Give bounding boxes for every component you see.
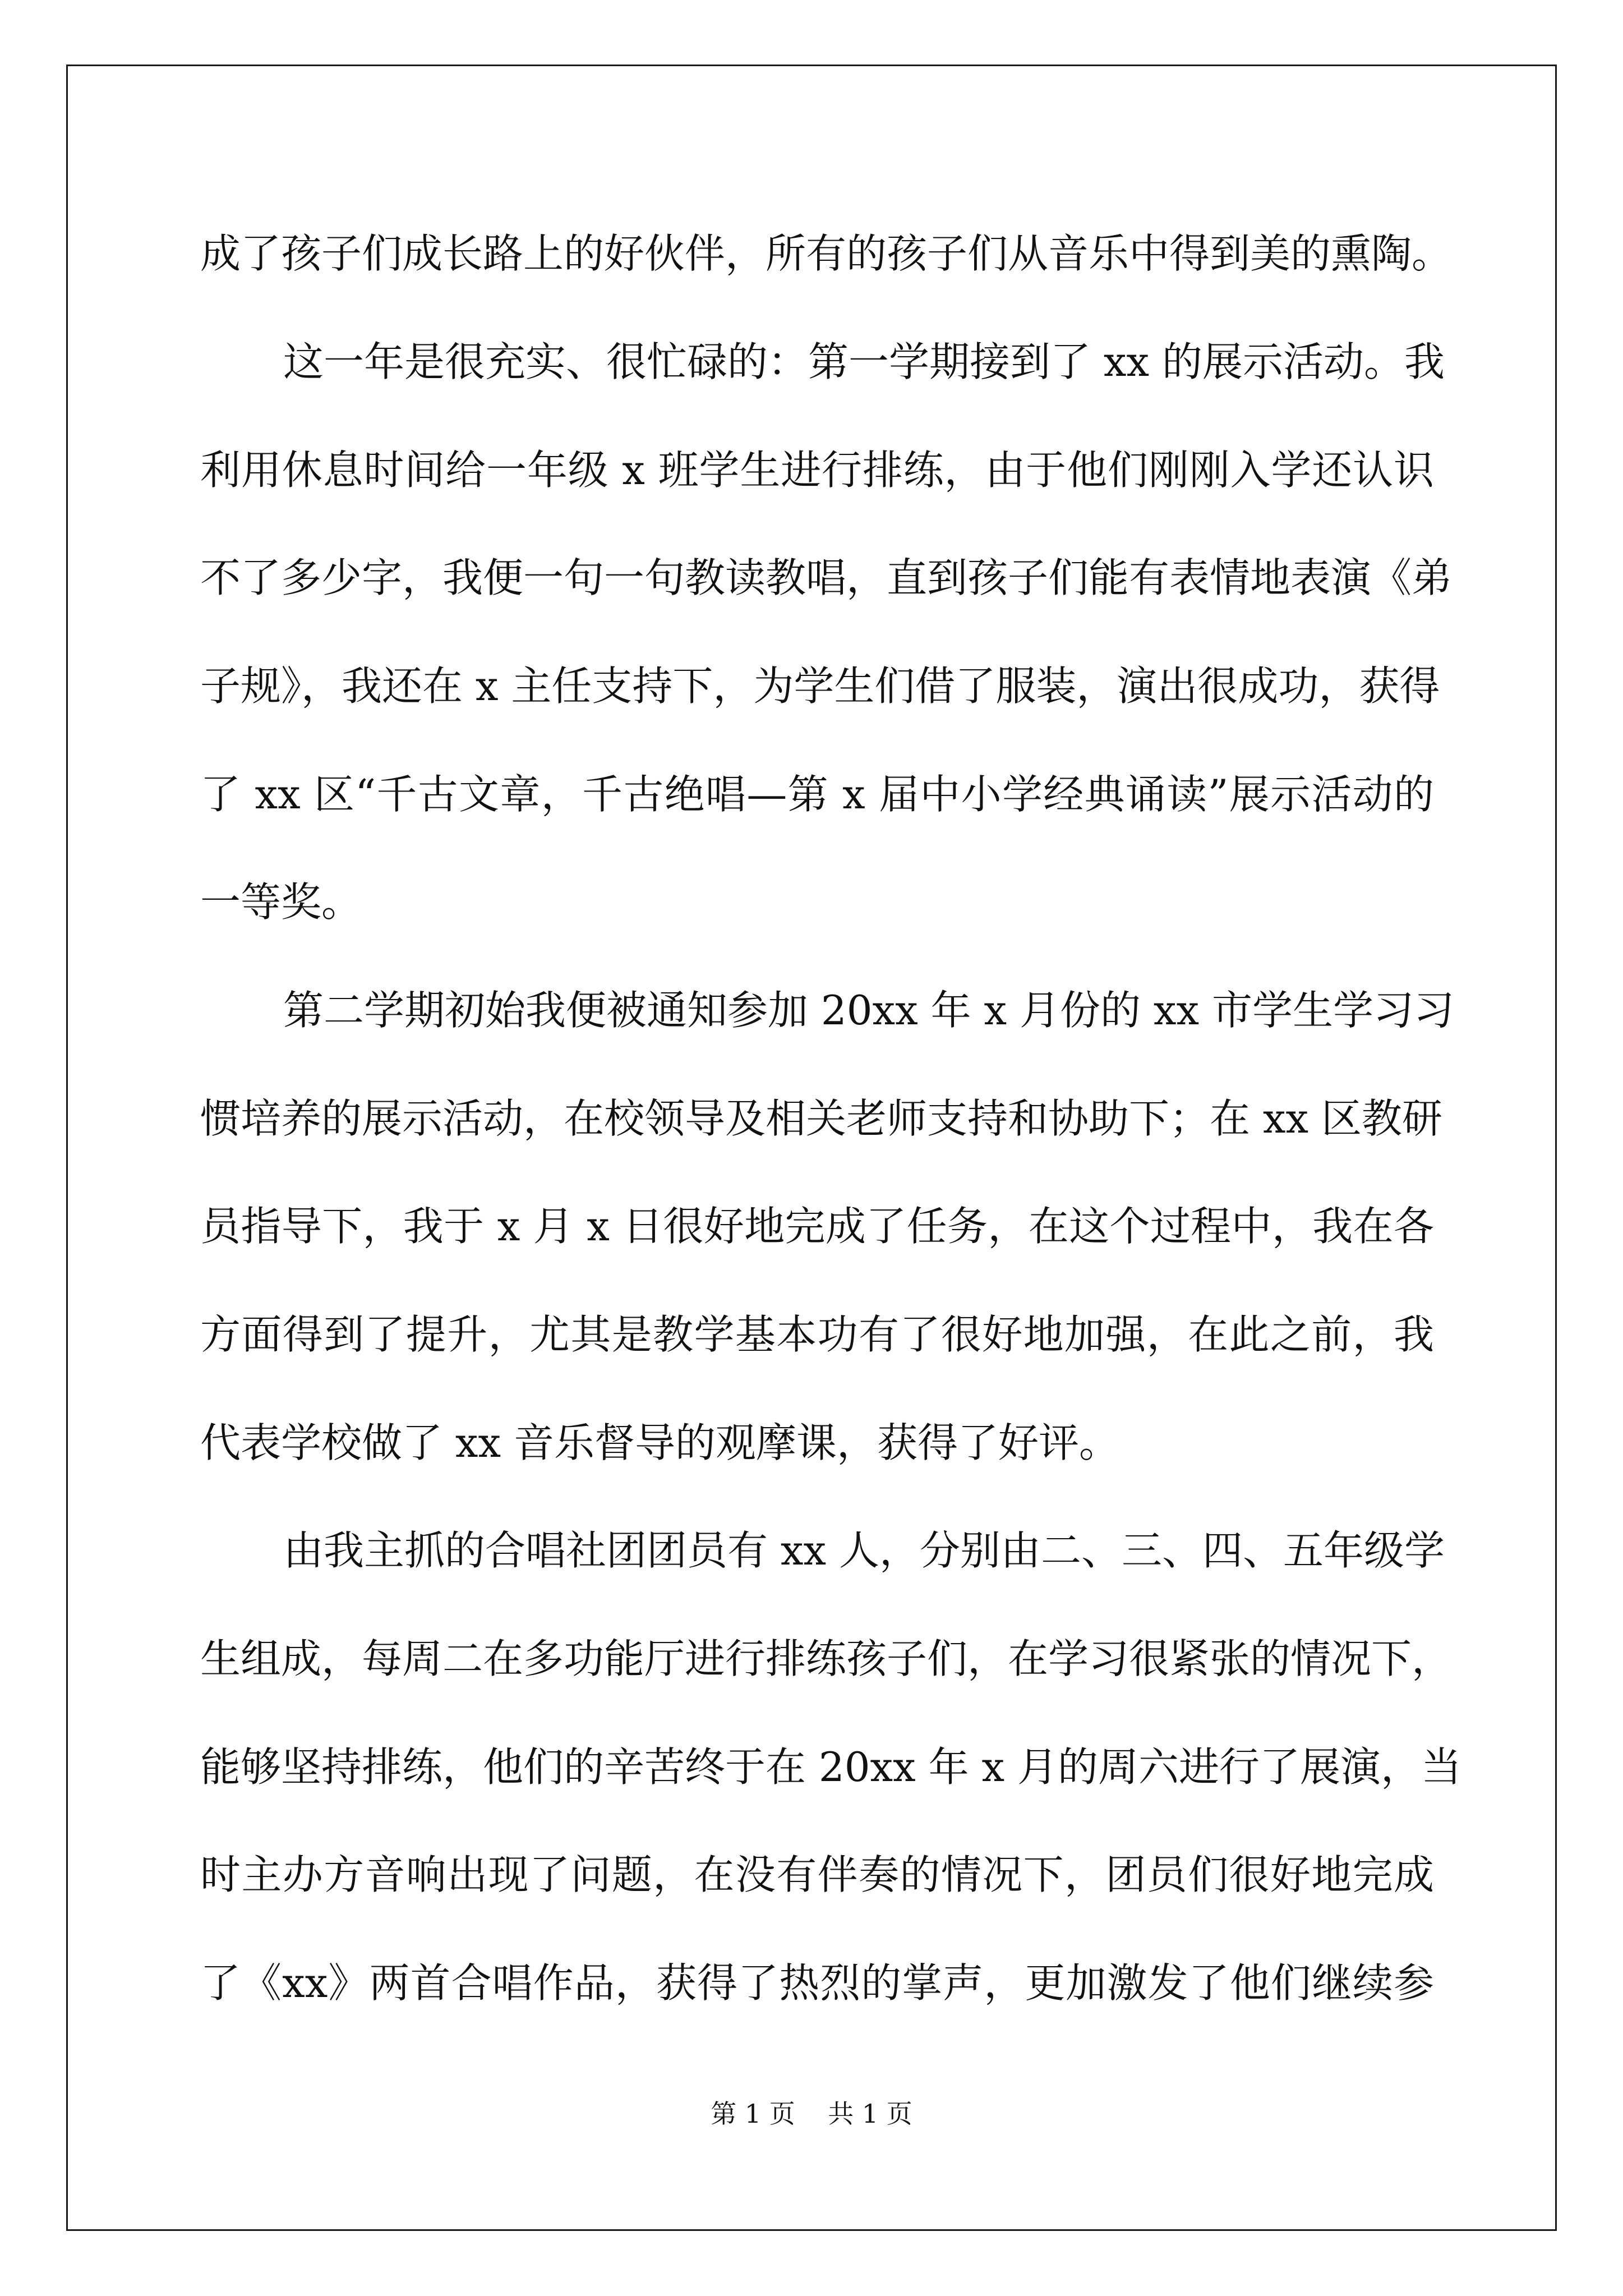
text-line: 方面得到了提升，尤其是教学基本功有了很好地加强，在此之前，我 [200,1311,1434,1358]
paragraph-start-line: 由我主抓的合唱社团团员有 xx 人，分别由二、三、四、五年级学 [283,1527,1445,1574]
paragraph-start-line: 第二学期初始我便被通知参加 20xx 年 x 月份的 xx 市学生学习习 [283,987,1454,1034]
text-line: 了 xx 区“千古文章，千古绝唱—第 x 届中小学经典诵读”展示活动的 [200,771,1434,818]
text-line: 不了多少字，我便一句一句教读教唱，直到孩子们能有表情地表演《弟 [200,554,1453,601]
text-line: 了《xx》两首合唱作品，获得了热烈的掌声，更加激发了他们继续参 [200,1959,1434,2007]
text-line: 惯培养的展示活动，在校领导及相关老师支持和协助下；在 xx 区教研 [200,1095,1442,1142]
page-footer [0,2097,1623,2131]
paragraph-start-line: 这一年是很充实、很忙碌的：第一学期接到了 xx 的展示活动。我 [283,338,1445,385]
text-line: 子规》，我还在 x 主任支持下，为学生们借了服装，演出很成功，获得 [200,662,1440,710]
text-line: 员指导下，我于 x 月 x 日很好地完成了任务，在这个过程中，我在各 [200,1203,1434,1250]
text-line: 代表学校做了 xx 音乐督导的观摩课，获得了好评。 [200,1419,1119,1466]
text-line: 成了孩子们成长路上的好伙伴，所有的孩子们从音乐中得到美的熏陶。 [200,230,1453,277]
text-line: 时主办方音响出现了问题，在没有伴奏的情况下，团员们很好地完成 [200,1851,1434,1898]
text-line: 利用休息时间给一年级 x 班学生进行排练，由于他们刚刚入学还认识 [200,447,1434,494]
page-number: 第 1 页 [711,2099,795,2129]
text-line: 能够坚持排练，他们的辛苦终于在 20xx 年 x 月的周六进行了展演，当 [200,1743,1461,1791]
page-total: 共 1 页 [828,2099,912,2129]
text-line: 生组成，每周二在多功能厅进行排练孩子们，在学习很紧张的情况下， [200,1635,1453,1682]
text-line: 一等奖。 [200,878,362,926]
